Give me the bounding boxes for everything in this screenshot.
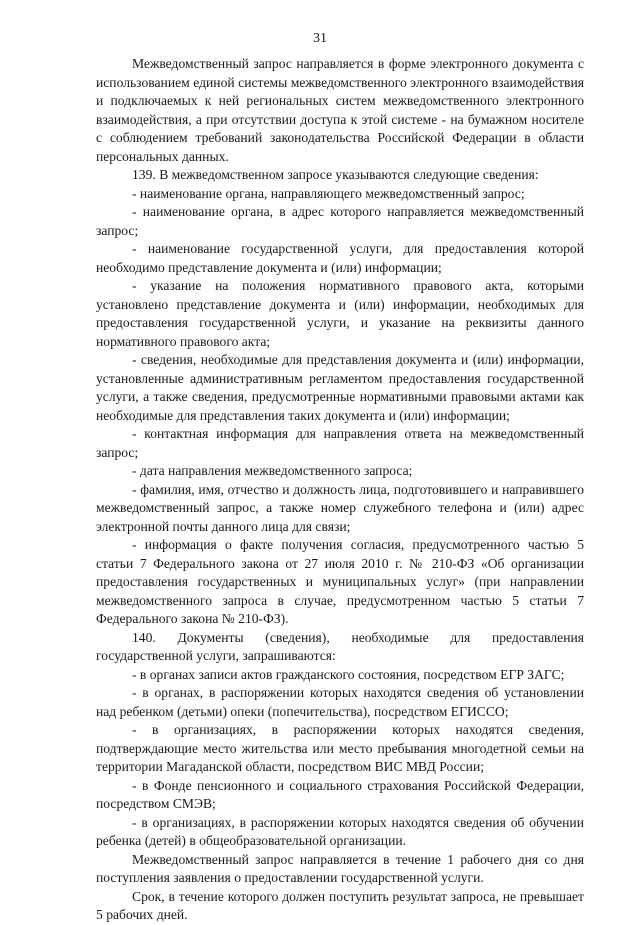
list-item-residence: - в организациях, в распоряжении которых находятся сведения, подтверждающие место жительства или место пребывания многодетной семьи на территории Магаданской области, посредством ВИС МВД России; xyxy=(96,722,584,774)
list-item-guardianship: - в органах, в распоряжении которых находятся сведения об установлении над ребенком (детьми) опеки (попечительства), посредством ЕГИССО; xyxy=(96,685,584,719)
paragraph-139-heading: 139. В межведомственном запросе указываются следующие сведения: xyxy=(132,167,539,182)
list-item-pension-fund: - в Фонде пенсионного и социального страхования Российской Федерации, посредством СМЭВ; xyxy=(96,777,584,811)
list-item-request-date: - дата направления межведомственного запроса; xyxy=(132,463,413,478)
document-body xyxy=(96,55,584,925)
list-item-zags: - в органах записи актов гражданского состояния, посредством ЕГР ЗАГС; xyxy=(132,666,565,682)
list-item-addressee-body: - наименование органа, в адрес которого направляется межведомственный запрос; xyxy=(96,204,584,238)
paragraph-request-form: Межведомственный запрос направляется в форме электронного документа с использованием единой системы межведомственного электронного взаимодействия и подключаемых к ней региональных систем межведомственного электронного взаимодействия, а при отсутствии доступа к этой системе - на бумажном носителе с соблюдением требований законодательства Российской Федерации в области персональных данных. xyxy=(96,56,584,164)
paragraph-request-timing: Межведомственный запрос направляется в течение 1 рабочего дня со дня поступления заявления о предоставлении государственной услуги. xyxy=(96,851,584,885)
paragraph-140-heading: 140. Документы (сведения), необходимые для предоставления государственной услуги, запрашиваются: xyxy=(96,629,584,663)
list-item-legal-act: - указание на положения нормативного правового акта, которыми установлено представление документа и (или) информации, необходимых для предоставления государственной услуги, и указание на реквизиты данного нормативного правового акта; xyxy=(96,278,584,349)
list-item-education: - в организациях, в распоряжении которых находятся сведения об обучении ребенка (детей) в общеобразовательной организации. xyxy=(96,814,584,848)
list-item-required-info: - сведения, необходимые для представления документа и (или) информации, установленные административным регламентом предоставления государственной услуги, а также сведения, предусмотренные нормативными правовыми актами как необходимые для представления таких документа и (или) информации; xyxy=(96,352,584,423)
list-item-requesting-body: - наименование органа, направляющего межведомственный запрос; xyxy=(132,185,525,201)
list-item-service-name: - наименование государственной услуги, для предоставления которой необходимо представление документа и (или) информации; xyxy=(96,241,584,275)
list-item-contact-info: - контактная информация для направления ответа на межведомственный запрос; xyxy=(96,426,584,460)
paragraph-response-deadline: Срок, в течение которого должен поступить результат запроса, не превышает 5 рабочих дней. xyxy=(96,888,584,922)
list-item-responsible-person: - фамилия, имя, отчество и должность лица, подготовившего и направившего межведомственный запрос, а также номер служебного телефона и (или) адрес электронной почты данного лица для связи; xyxy=(96,481,584,534)
list-item-consent-info: - информация о факте получения согласия, предусмотренного частью 5 статьи 7 Федерального закона от 27 июля 2010 г. № 210-ФЗ «Об организации предоставления государственных и муниципальных услуг» (при направлении межведомственного запроса в случае, предусмотренном частью 5 статьи 7 Федерального закона № 210-ФЗ). xyxy=(96,537,584,626)
page-number: 31 xyxy=(313,31,327,46)
